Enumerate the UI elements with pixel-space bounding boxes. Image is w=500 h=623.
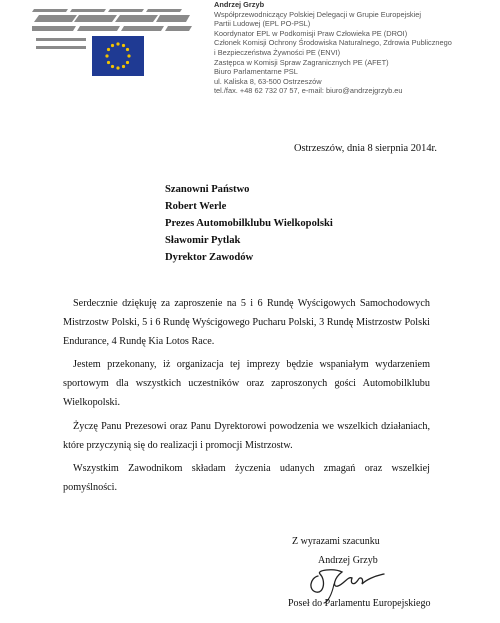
letterhead-name: Andrzej Grzyb — [214, 0, 265, 9]
european-parliament-logo — [32, 6, 192, 78]
letterhead-line: ul. Kaliska 8, 63-500 Ostrzeszów — [214, 76, 322, 86]
closing-signer: Andrzej Grzyb — [318, 555, 378, 566]
addressee-name: Sławomir Pytlak — [165, 235, 241, 246]
letterhead — [214, 0, 498, 96]
letter-body — [63, 295, 430, 503]
addressee-role: Prezes Automobilklubu Wielkopolski — [165, 218, 333, 229]
body-paragraph: Serdecznie dziękuję za zaproszenie na 5 i 6 Rundę Wyścigowych Samochodowych Mistrzostw Polski, 5 i 6 Rundę Wyścigowego Pucharu Polski, 3 Rundę Mistrzostw Polski Endurance, 4 Rundę Kia Lotos Race. — [63, 298, 430, 347]
eu-flag-icon — [92, 36, 144, 76]
addressee-name: Robert Werle — [165, 201, 227, 212]
body-paragraph: Życzę Panu Prezesowi oraz Panu Dyrektorowi powodzenia we wszelkich działaniach, które przyczynią się do realizacji i promocji Mistrzostw. — [63, 420, 430, 451]
letterhead-line: Koordynator EPL w Podkomisji Praw Człowieka PE (DROI) — [214, 28, 408, 38]
letterhead-line: Członek Komisji Ochrony Środowiska Naturalnego, Zdrowia Publicznego — [214, 38, 452, 48]
letterhead-line: Współprzewodniczący Polskiej Delegacji w Grupie Europejskiej — [214, 9, 422, 19]
body-paragraph: Jestem przekonany, iż organizacja tej imprezy będzie wspaniałym wydarzeniem sportowym dla wszystkich uczestników oraz zaproszonych gości Automobilklubu Wielkopolski. — [63, 359, 430, 408]
letter-date: Ostrzeszów, dnia 8 sierpnia 2014r. — [293, 143, 437, 154]
addressee-role: Dyrektor Zawodów — [165, 252, 254, 263]
closing-salutation: Z wyrazami szacunku — [292, 536, 380, 547]
letterhead-line: i Bezpieczeństwa Żywności PE (ENVI) — [214, 47, 341, 57]
letterhead-contact: tel./fax. +48 62 732 07 57, e-mail: biuro@andrzejgrzyb.eu — [214, 86, 403, 96]
letterhead-line: Partii Ludowej (EPL PO-PSL) — [214, 19, 311, 29]
body-paragraph: Wszystkim Zawodnikom składam życzenia udanych zmagań oraz wszelkiej pomyślności. — [63, 463, 430, 494]
letterhead-line: Biuro Parlamentarne PSL — [214, 67, 298, 77]
letterhead-line: Zastępca w Komisji Spraw Zagranicznych PE (AFET) — [214, 57, 389, 67]
addressee-salutation: Szanowni Państwo — [165, 184, 250, 195]
addressee-block — [165, 181, 333, 266]
closing-title: Poseł do Parlamentu Europejskiego — [288, 598, 431, 609]
